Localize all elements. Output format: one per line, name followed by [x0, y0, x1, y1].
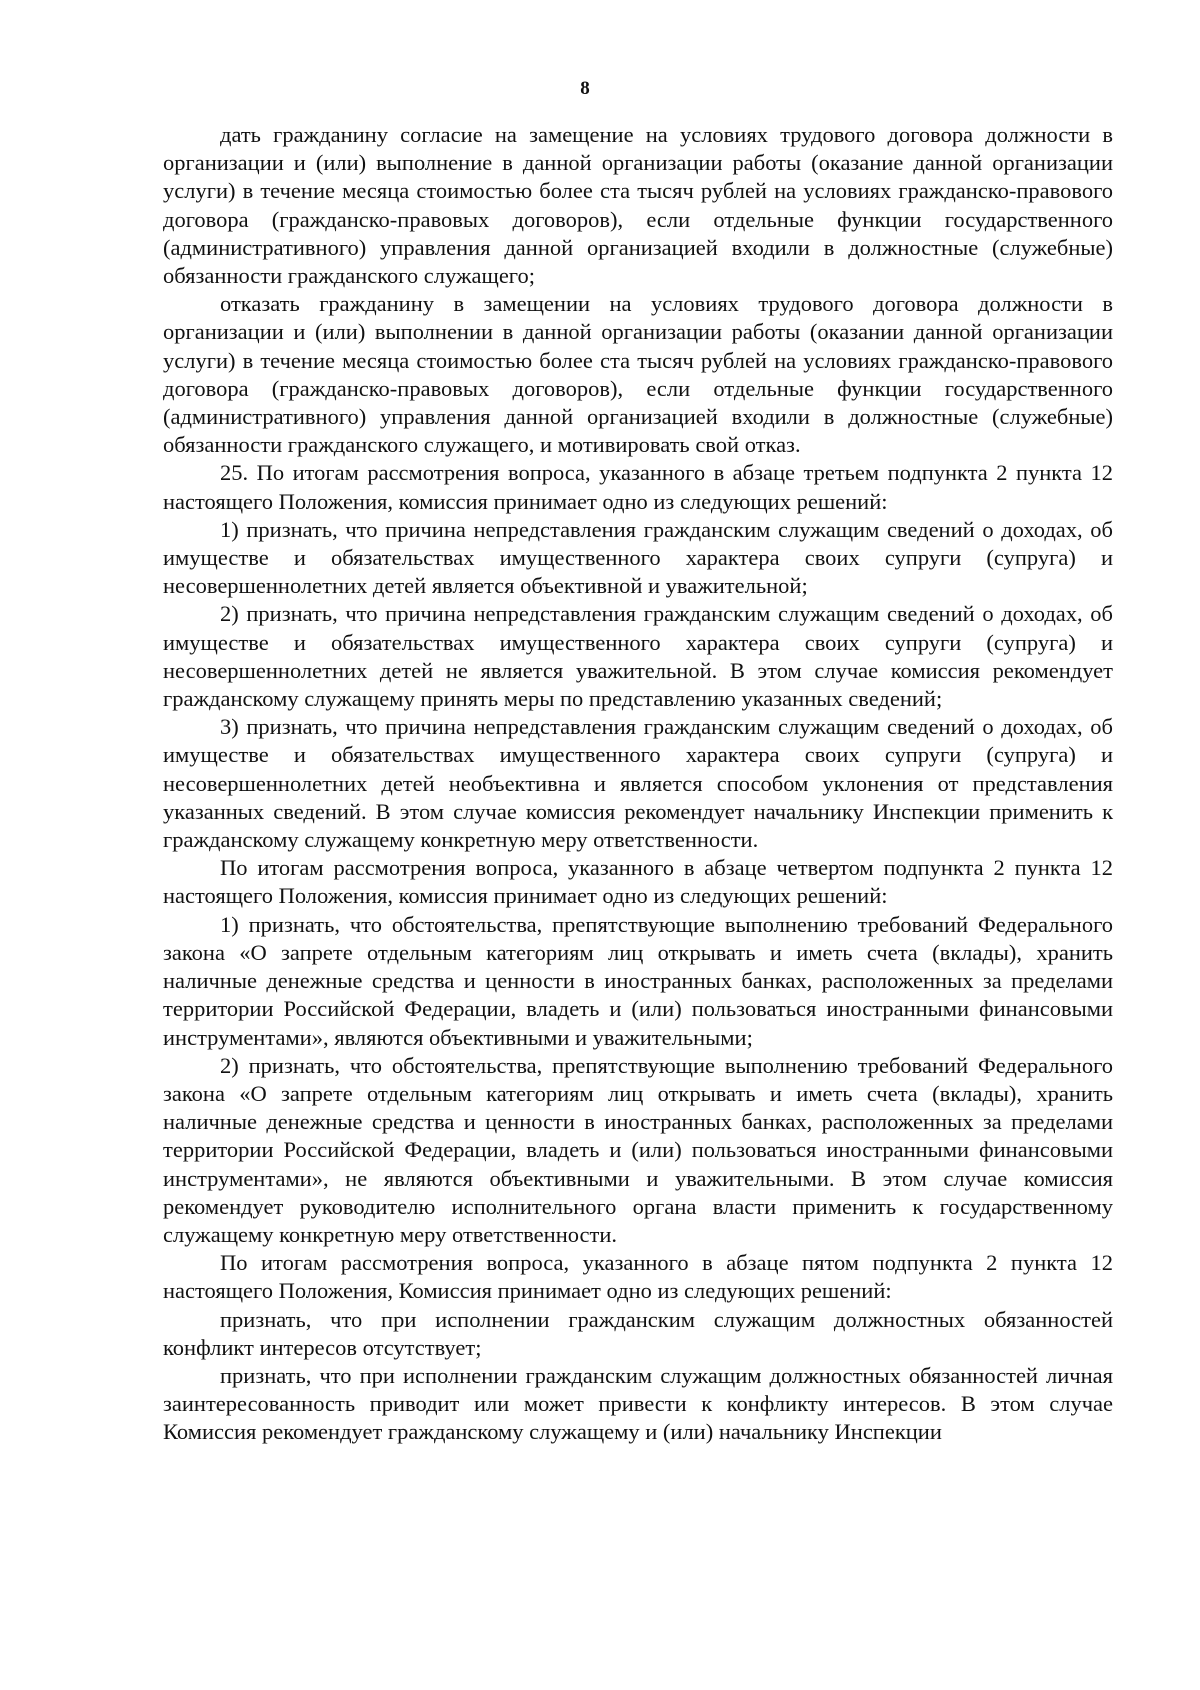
paragraph-foreign-decision-2: 2) признать, что обстоятельства, препятствующие выполнению требований Федерального закона «О запрете отдельным категориям лиц открывать и иметь счета (вклады), хранить наличные денежные средства и ценности в иностранных банках, расположенных за пределами территории Российской Федерации, владеть и (или) пользоваться иностранными финансовыми инструментами», не являются объективными и уважительными. В этом случае комиссия рекомендует руководителю исполнительного органа власти применить к государственному служащему конкретную меру ответственности.: [163, 1052, 1113, 1247]
paragraph-decision-1: 1) признать, что причина непредставления гражданским служащим сведений о доходах, об имуществе и обязательствах имущественного характера своих супруги (супруга) и несовершеннолетних детей является объективной и уважительной;: [163, 516, 1113, 599]
paragraph-conflict: признать, что при исполнении гражданским служащим должностных обязанностей личная заинтересованность приводит или может привести к конфликту интересов. В этом случае Комиссия рекомендует гражданскому служащему и (или) начальнику Инспекции: [163, 1362, 1113, 1445]
paragraph-consent: дать гражданину согласие на замещение на условиях трудового договора должности в организации и (или) выполнение в данной организации работы (оказание данной организации услуги) в течение месяца стоимостью более ста тысяч рублей на условиях гражданско-правового договора (гражданско-правовых договоров), если отдельные функции государственного (административного) управления данной организацией входили в должностные (служебные) обязанности гражданского служащего;: [163, 122, 1113, 289]
page-number: 8: [580, 78, 590, 99]
paragraph-fifth-question: По итогам рассмотрения вопроса, указанного в абзаце пятом подпункта 2 пункта 12 настоящего Положения, Комиссия принимает одно из следующих решений:: [163, 1250, 1113, 1304]
paragraph-decision-2: 2) признать, что причина непредставления гражданским служащим сведений о доходах, об имуществе и обязательствах имущественного характера своих супруги (супруга) и несовершеннолетних детей не является уважительной. В этом случае комиссия рекомендует гражданскому служащему принять меры по представлению указанных сведений;: [163, 601, 1113, 712]
document-body: [163, 121, 1113, 1447]
paragraph-fourth-question: По итогам рассмотрения вопроса, указанного в абзаце четвертом подпункта 2 пункта 12 настоящего Положения, комиссия принимает одно из следующих решений:: [163, 855, 1113, 909]
paragraph-foreign-decision-1: 1) признать, что обстоятельства, препятствующие выполнению требований Федерального закона «О запрете отдельным категориям лиц открывать и иметь счета (вклады), хранить наличные денежные средства и ценности в иностранных банках, расположенных за пределами территории Российской Федерации, владеть и (или) пользоваться иностранными финансовыми инструментами», являются объективными и уважительными;: [163, 911, 1113, 1050]
paragraph-no-conflict: признать, что при исполнении гражданским служащим должностных обязанностей конфликт интересов отсутствует;: [163, 1306, 1113, 1360]
paragraph-decision-3: 3) признать, что причина непредставления гражданским служащим сведений о доходах, об имуществе и обязательствах имущественного характера своих супруги (супруга) и несовершеннолетних детей необъективна и является способом уклонения от представления указанных сведений. В этом случае комиссия рекомендует начальнику Инспекции применить к гражданскому служащему конкретную меру ответственности.: [163, 714, 1113, 853]
paragraph-refusal: отказать гражданину в замещении на условиях трудового договора должности в организации и (или) выполнении в данной организации работы (оказании данной организации услуги) в течение месяца стоимостью более ста тысяч рублей на условиях гражданско-правового договора (гражданско-правовых договоров), если отдельные функции государственного (административного) управления данной организацией входили в должностные (служебные) обязанности гражданского служащего, и мотивировать свой отказ.: [163, 291, 1113, 458]
paragraph-item-25: 25. По итогам рассмотрения вопроса, указанного в абзаце третьем подпункта 2 пункта 12 настоящего Положения, комиссия принимает одно из следующих решений:: [163, 460, 1113, 514]
